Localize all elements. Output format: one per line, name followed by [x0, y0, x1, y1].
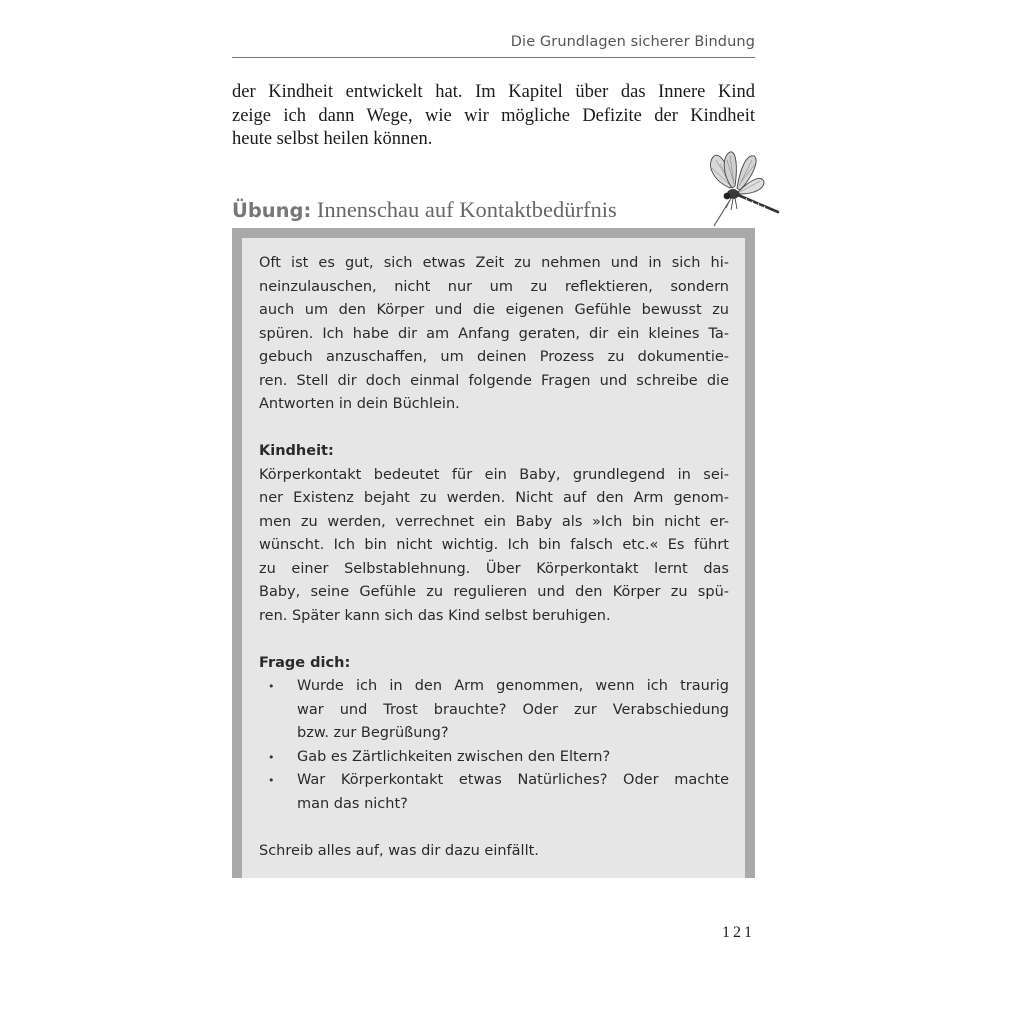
- intro-line: ren. Stell dir doch einmal folgende Fragen und schreibe die: [259, 372, 729, 389]
- spacer: [259, 628, 729, 652]
- list-item: [259, 746, 729, 770]
- kindheit-heading: Kindheit:: [259, 443, 334, 459]
- bullet-line: War Körperkontakt etwas Natürliches? Oder machte: [297, 772, 729, 788]
- intro-line: Antworten in dein Büchlein.: [259, 396, 460, 412]
- kindheit-line: zu einer Selbstablehnung. Über Körperkontakt lernt das: [259, 560, 729, 577]
- kindheit-line: ner Existenz bejaht zu werden. Nicht auf den Arm genom-: [259, 490, 729, 506]
- closing-line: Schreib alles auf, was dir dazu einfällt.: [259, 842, 539, 859]
- bullet-line: war und Trost brauchte? Oder zur Verabschiedung: [297, 701, 729, 718]
- intro-line: auch um den Körper und die eigenen Gefühle bewusst zu: [259, 302, 729, 318]
- exercise-label: Übung:: [232, 199, 312, 222]
- exercise-content: [259, 252, 729, 863]
- dragonfly-icon: [700, 150, 780, 232]
- list-item: [259, 769, 729, 816]
- spacer: [259, 417, 729, 441]
- bullet-line: Wurde ich in den Arm genommen, wenn ich traurig: [297, 678, 729, 694]
- body-line: der Kindheit entwickelt hat. Im Kapitel über das Innere Kind: [232, 82, 755, 102]
- bullet-icon: •: [268, 750, 275, 764]
- page-number: 121: [722, 924, 755, 941]
- running-head: Die Grundlagen sicherer Bindung: [510, 34, 755, 50]
- exercise-heading: [232, 195, 617, 226]
- bullet-icon: •: [268, 774, 275, 787]
- kindheit-section: [259, 440, 729, 628]
- body-paragraph: [232, 81, 755, 152]
- exercise-closing: [259, 840, 729, 864]
- exercise-title: Innenschau auf Kontaktbedürfnis: [316, 197, 617, 222]
- intro-line: gebuch anzuschaffen, um deinen Prozess zu dokumentie-: [259, 349, 729, 365]
- exercise-intro: [259, 252, 729, 417]
- bullet-line: Gab es Zärtlichkeiten zwischen den Eltern?: [297, 748, 611, 765]
- frage-heading: Frage dich:: [259, 654, 351, 671]
- exercise-box: [232, 228, 755, 878]
- exercise-box-inner: [242, 238, 745, 878]
- kindheit-line: ren. Später kann sich das Kind selbst beruhigen.: [259, 607, 611, 624]
- intro-line: spüren. Ich habe dir am Anfang geraten, dir ein kleines Ta-: [259, 325, 729, 342]
- kindheit-line: men zu werden, verrechnet ein Baby als »Ich bin nicht er-: [259, 513, 729, 530]
- list-item: [259, 675, 729, 746]
- intro-line: Oft ist es gut, sich etwas Zeit zu nehmen und in sich hi-: [259, 255, 729, 271]
- header-rule: [232, 57, 755, 58]
- bullet-icon: •: [268, 680, 275, 693]
- spacer: [259, 816, 729, 840]
- kindheit-line: wünscht. Ich bin nicht wichtig. Ich bin falsch etc.« Es führt: [259, 537, 729, 553]
- kindheit-line: Baby, seine Gefühle zu regulieren und den Körper zu spü-: [259, 584, 729, 600]
- kindheit-line: Körperkontakt bedeutet für ein Baby, grundlegend in sei-: [259, 466, 729, 483]
- bullet-line: bzw. zur Begrüßung?: [297, 725, 449, 741]
- intro-line: neinzulauschen, nicht nur um zu reflektieren, sondern: [259, 278, 729, 295]
- body-line: zeige ich dann Wege, wie wir mögliche Defizite der Kindheit: [232, 105, 755, 126]
- bullet-line: man das nicht?: [297, 795, 408, 812]
- body-line: heute selbst heilen können.: [232, 129, 433, 149]
- question-list: [259, 675, 729, 816]
